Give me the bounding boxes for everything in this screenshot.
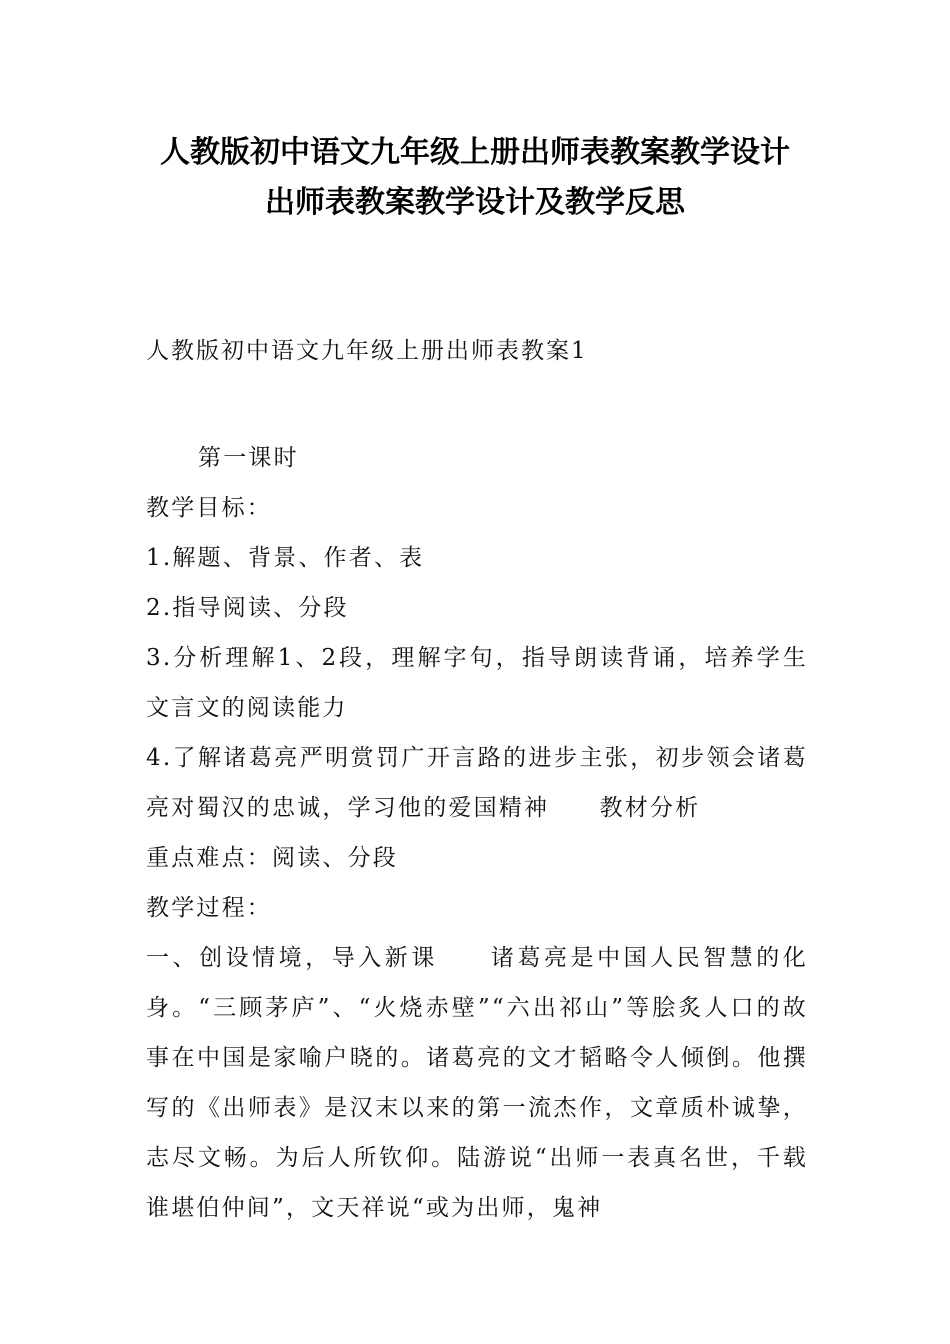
paragraph-objective-2: 2.指导阅读、分段 (146, 595, 349, 621)
paragraph-objective-3: 3.分析理解1、2段，理解字句，指导朗读背诵，培养学生文言文的阅读能力 (146, 645, 808, 721)
document-title: 人教版初中语文九年级上册出师表教案教学设计 出师表教案教学设计及教学反思 (160, 135, 790, 220)
paragraph-objective-4: 4.了解诸葛亮严明赏罚广开言路的进步主张，初步领会诸葛亮对蜀汉的忠诚，学习他的爱国精神 教材分析 (146, 745, 808, 821)
paragraph-introduction: 一、创设情境，导入新课 诸葛亮是中国人民智慧的化身。“三顾茅庐”、“火烧赤壁”“六出祁山”等脍炙人口的故事在中国是家喻户晓的。诸葛亮的文才韬略令人倾倒。他撰写的《出师表》是汉末以来的第一流杰作，文章质朴诚挚，志尽文畅。为后人所钦仰。陆游说“出师一表真名世，千载谁堪伯仲间”，文天祥说“或为出师，鬼神 (146, 945, 808, 1221)
paragraph-objective-1: 1.解题、背景、作者、表 (146, 545, 425, 571)
document-subtitle: 人教版初中语文九年级上册出师表教案1 (146, 338, 588, 364)
paragraph-objectives-heading: 教学目标： (146, 495, 272, 521)
paragraph-lesson-period: 第一课时 (198, 445, 299, 471)
paragraph-key-difficulties: 重点难点：阅读、分段 (146, 845, 398, 871)
document-body (146, 433, 808, 1233)
paragraph-process-heading: 教学过程： (146, 895, 272, 921)
